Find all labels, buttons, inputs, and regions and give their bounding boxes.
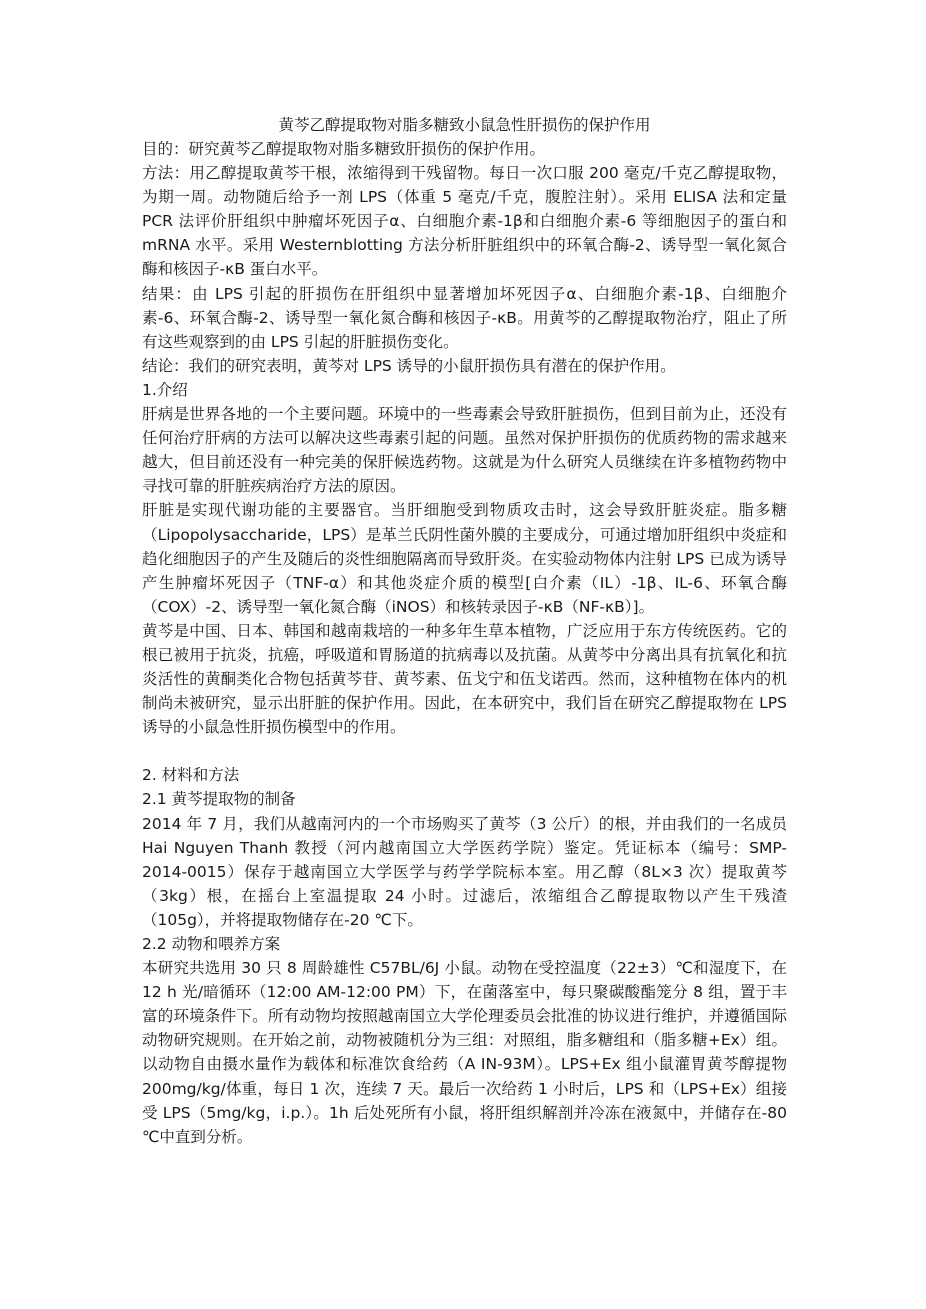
abstract-results: 结果：由 LPS 引起的肝损伤在肝组织中显著增加坏死因子α、白细胞介素-1β、白细胞介素-6、环氧合酶-2、诱导型一氧化氮合酶和核因子-κB。用黄芩的乙醇提取物治疗，阻止了所有这些观察到的由 LPS 引起的肝脏损伤变化。: [142, 284, 787, 351]
subsection-2-2-text: 本研究共选用 30 只 8 周龄雄性 C57BL/6J 小鼠。动物在受控温度（22±3）℃和湿度下，在 12 h 光/暗循环（12:00 AM-12:00 PM）下，在菌落室中，每只聚碳酸酯笼分 8 组，置于丰富的环境条件下。所有动物均按照越南国立大学伦理委员会批准的协议进行维护，并遵循国际动物研究规则。在开始之前，动物被随机分为三组：对照组，脂多糖组和（脂多糖+Ex）组。以动物自由摄水量作为载体和标准饮食给药（A IN-93M）。LPS+Ex 组小鼠灌胃黄芩醇提物 200mg/kg/体重，每日 1 次，连续 7 天。最后一次给药 1 小时后，LPS 和（LPS+Ex）组接受 LPS（5mg/kg，i.p.）。1h 后处死所有小鼠，将肝组织解剖并冷冻在液氮中，并储存在-80 ℃中直到分析。: [142, 959, 787, 1146]
abstract-conclusion: 结论：我们的研究表明，黄芩对 LPS 诱导的小鼠肝损伤具有潜在的保护作用。: [142, 356, 676, 375]
abstract-objective: 目的：研究黄芩乙醇提取物对脂多糖致肝损伤的保护作用。: [142, 140, 546, 158]
section-1-paragraph: 肝脏是实现代谢功能的主要器官。当肝细胞受到物质攻击时，这会导致肝脏炎症。脂多糖（Lipopolysaccharide，LPS）是革兰氏阴性菌外膜的主要成分，可通过增加肝组织中炎症和趋化细胞因子的产生及随后的炎性细胞隔离而导致肝炎。在实验动物体内注射 LPS 已成为诱导产生肿瘤坏死因子（TNF-α）和其他炎症介质的模型[白介素（IL）-1β、IL-6、环氧合酶（COX）-2、诱导型一氧化氮合酶（iNOS）和核转录因子-κB（NF-κB）]。: [142, 501, 787, 616]
document-page: [142, 113, 787, 1149]
subsection-2-1-text: 2014 年 7 月，我们从越南河内的一个市场购买了黄芩（3 公斤）的根，并由我们的一名成员 Hai Nguyen Thanh 教授（河内越南国立大学医药学院）鉴定。凭证标本（编号：SMP-2014-0015）保存于越南国立大学医学与药学学院标本室。用乙醇（8L×3 次）提取黄芩（3kg）根，在摇台上室温提取 24 小时。过滤后，浓缩组合乙醇提取物以产生干残渣（105g），并将提取物储存在-20 ℃下。: [142, 814, 787, 929]
section-spacer: [142, 739, 787, 763]
section-2-heading: 2. 材料和方法: [142, 766, 240, 785]
abstract-methods: 方法：用乙醇提取黄芩干根，浓缩得到干残留物。每日一次口服 200 毫克/千克乙醇提取物，为期一周。动物随后给予一剂 LPS（体重 5 毫克/千克，腹腔注射）。采用 ELISA 法和定量 PCR 法评价肝组织中肿瘤坏死因子α、白细胞介素-1β和白细胞介素-6 等细胞因子的蛋白和 mRNA 水平。采用 Westernblotting 方法分析肝脏组织中的环氧合酶-2、诱导型一氧化氮合酶和核因子-κB 蛋白水平。: [142, 164, 787, 279]
document-title: 黄芩乙醇提取物对脂多糖致小鼠急性肝损伤的保护作用: [278, 116, 651, 134]
section-1-paragraph: 肝病是世界各地的一个主要问题。环境中的一些毒素会导致肝脏损伤，但到目前为止，还没有任何治疗肝病的方法可以解决这些毒素引起的问题。虽然对保护肝损伤的优质药物的需求越来越大，但目前还没有一种完美的保肝候选药物。这就是为什么研究人员继续在许多植物药物中寻找可靠的肝脏疾病治疗方法的原因。: [142, 405, 787, 496]
section-1-heading: 1.介绍: [142, 380, 188, 399]
subsection-2-2-heading: 2.2 动物和喂养方案: [142, 935, 281, 953]
subsection-2-1-heading: 2.1 黄芩提取物的制备: [142, 790, 296, 809]
section-1-paragraph: 黄芩是中国、日本、韩国和越南栽培的一种多年生草本植物，广泛应用于东方传统医药。它的根已被用于抗炎，抗癌，呼吸道和胃肠道的抗病毒以及抗菌。从黄芩中分离出具有抗氧化和抗炎活性的黄酮类化合物包括黄芩苷、黄芩素、伍戈宁和伍戈诺西。然而，这种植物在体内的机制尚未被研究，显示出肝脏的保护作用。因此，在本研究中，我们旨在研究乙醇提取物在 LPS 诱导的小鼠急性肝损伤模型中的作用。: [142, 621, 787, 737]
